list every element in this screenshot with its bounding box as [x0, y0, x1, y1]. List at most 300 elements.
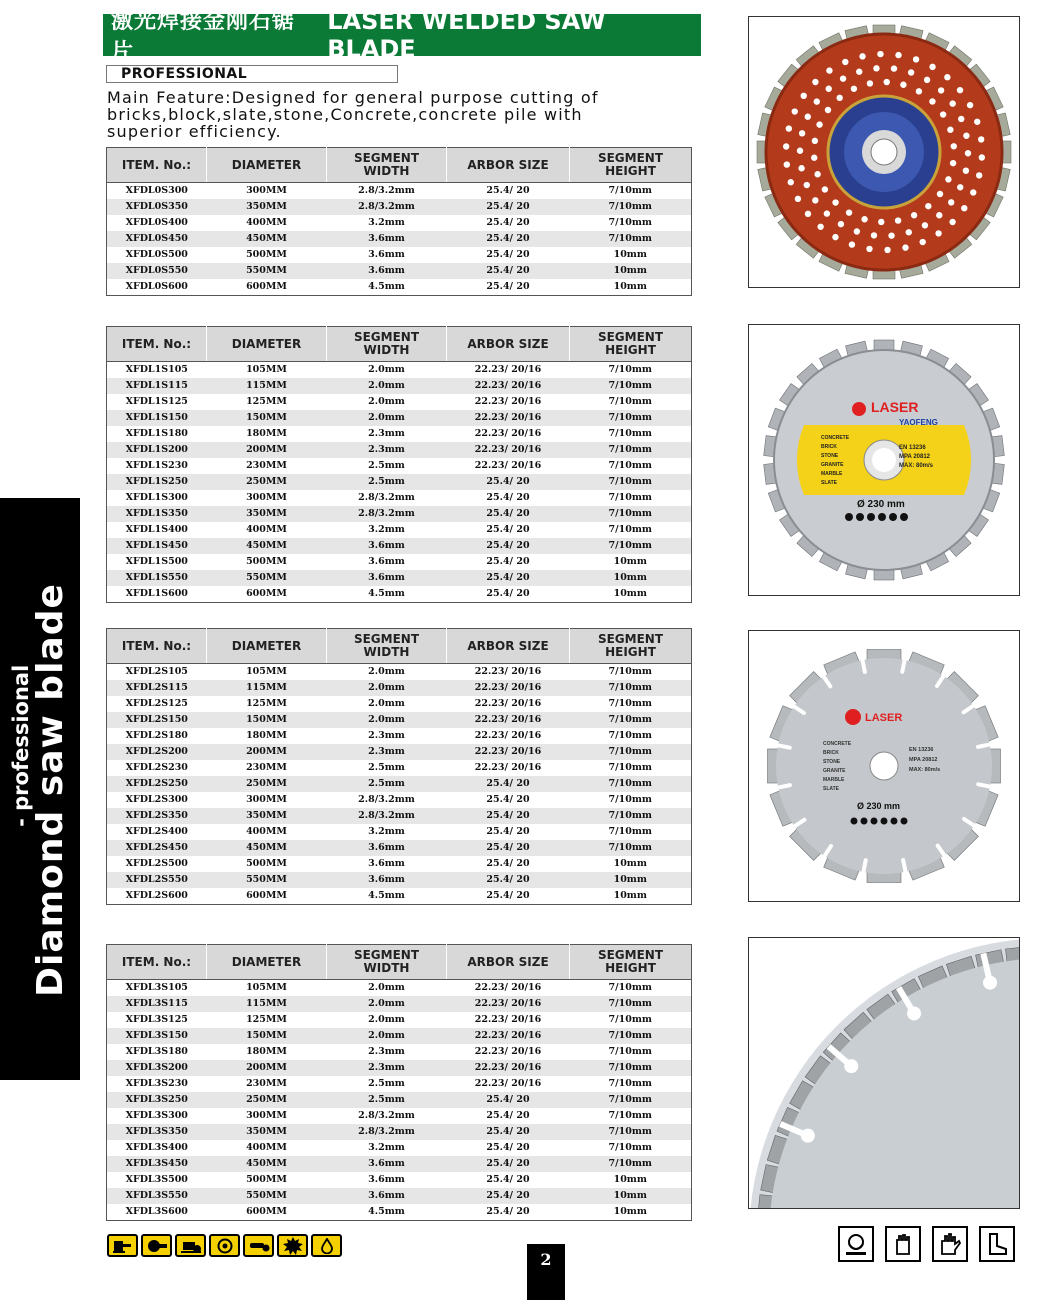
laser-blade-graphic: [749, 325, 1019, 595]
table-cell: XFDL2S450: [107, 840, 207, 856]
table-cell: 200MM: [207, 1060, 327, 1076]
table-cell: XFDL1S500: [125, 556, 188, 567]
table-cell: 25.4/ 20: [447, 231, 570, 247]
table-row: [107, 570, 692, 586]
table-cell: 400MM: [246, 826, 287, 837]
table-cell: 105MM: [246, 982, 287, 993]
table-cell: 125MM: [246, 698, 287, 709]
table-cell: 2.3mm: [327, 1060, 447, 1076]
table-cell: XFDL3S550: [107, 1188, 207, 1204]
speed-text-2: MAX: 80m/s: [909, 767, 941, 773]
table-row: [107, 728, 692, 744]
table-cell: XFDL2S400: [125, 826, 188, 837]
drill-machine-icon: [107, 1234, 138, 1257]
table-cell: XFDL2S250: [107, 776, 207, 792]
table-row: [107, 872, 692, 888]
table-row: [107, 856, 692, 872]
table-row: [107, 664, 692, 681]
column-header: SEGMENT WIDTH: [327, 327, 447, 362]
table-cell: 10mm: [613, 281, 647, 292]
column-header: ARBOR SIZE: [447, 629, 570, 664]
table-cell: 25.4/ 20: [447, 1156, 570, 1172]
table-cell: 25.4/ 20: [447, 474, 570, 490]
table-cell: 25.4/ 20: [447, 1092, 570, 1108]
table-cell: 10mm: [613, 556, 647, 567]
table-cell: 25.4/ 20: [486, 588, 530, 599]
table-cell: 7/10mm: [570, 538, 692, 554]
table-cell: XFDL3S300: [125, 1110, 188, 1121]
table-row: [107, 1204, 692, 1221]
column-header: ITEM. No.:: [107, 327, 207, 362]
table-cell: 3.6mm: [327, 1156, 447, 1172]
table-cell: XFDL1S600: [125, 588, 188, 599]
table-cell: 2.0mm: [368, 1014, 405, 1025]
table-cell: 7/10mm: [570, 231, 692, 247]
table-cell: 22.23/ 20/16: [447, 378, 570, 394]
table-cell: 25.4/ 20: [486, 249, 530, 260]
table-cell: 7/10mm: [570, 1124, 692, 1140]
table-cell: 2.5mm: [368, 460, 405, 471]
column-header: SEGMENT HEIGHT: [570, 945, 692, 980]
table-cell: 22.23/ 20/16: [474, 428, 542, 439]
wear-gloves-icon: [885, 1226, 921, 1262]
table-cell: 25.4/ 20: [486, 281, 530, 292]
table-cell: 105MM: [246, 364, 287, 375]
table-cell: 25.4/ 20: [447, 263, 570, 279]
material-label: STONE: [821, 453, 839, 459]
table-cell: 2.3mm: [327, 442, 447, 458]
table-cell: 2.8/3.2mm: [358, 1110, 415, 1121]
table-cell: XFDL0S450: [107, 231, 207, 247]
table-cell: 7/10mm: [608, 1014, 652, 1025]
table-cell: 7/10mm: [570, 1156, 692, 1172]
table-row: [107, 506, 692, 522]
table-cell: 10mm: [613, 1206, 647, 1217]
table-cell: 300MM: [246, 492, 287, 503]
table-cell: 2.0mm: [327, 1028, 447, 1044]
table-cell: 2.8/3.2mm: [358, 492, 415, 503]
table-cell: XFDL3S125: [125, 1014, 188, 1025]
table-cell: 150MM: [207, 712, 327, 728]
table-cell: 25.4/ 20: [447, 1188, 570, 1204]
table-cell: 25.4/ 20: [486, 858, 530, 869]
spec-table-1: [106, 147, 692, 296]
table-cell: 2.0mm: [327, 712, 447, 728]
table-row: [107, 490, 692, 506]
table-cell: 125MM: [246, 396, 287, 407]
table-cell: 200MM: [207, 744, 327, 760]
table-cell: XFDL2S230: [125, 762, 188, 773]
table-header-row: [107, 327, 692, 362]
table-cell: 2.3mm: [368, 428, 405, 439]
table-cell: XFDL2S200: [107, 744, 207, 760]
table-cell: 25.4/ 20: [447, 872, 570, 888]
table-cell: 25.4/ 20: [486, 492, 530, 503]
table-cell: 7/10mm: [570, 442, 692, 458]
table-cell: 7/10mm: [608, 1110, 652, 1121]
table-cell: 25.4/ 20: [486, 1142, 530, 1153]
table-cell: 7/10mm: [608, 185, 652, 196]
table-cell: 22.23/ 20/16: [474, 982, 542, 993]
table-row: [107, 394, 692, 410]
table-cell: 25.4/ 20: [486, 524, 530, 535]
table-cell: 7/10mm: [570, 410, 692, 426]
table-cell: 2.0mm: [327, 410, 447, 426]
table-cell: 22.23/ 20/16: [474, 666, 542, 677]
table-cell: 25.4/ 20: [486, 217, 530, 228]
table-row: [107, 586, 692, 603]
table-cell: 4.5mm: [368, 1206, 405, 1217]
column-header: ITEM. No.:: [107, 945, 207, 980]
table-cell: XFDL1S180: [125, 428, 188, 439]
table-row: [107, 1188, 692, 1204]
table-cell: XFDL2S105: [125, 666, 188, 677]
table-cell: 2.3mm: [368, 1046, 405, 1057]
wear-boots-icon: [979, 1226, 1015, 1262]
title-chinese: 激光焊接金刚石锯片: [111, 9, 296, 65]
table-row: [107, 215, 692, 231]
table-cell: 450MM: [207, 538, 327, 554]
table-cell: XFDL1S150: [107, 410, 207, 426]
table-cell: 2.0mm: [368, 396, 405, 407]
table-cell: 550MM: [207, 872, 327, 888]
table-cell: 7/10mm: [570, 1028, 692, 1044]
table-cell: XFDL3S600: [125, 1206, 188, 1217]
table-cell: 250MM: [207, 474, 327, 490]
table-cell: XFDL2S180: [125, 730, 188, 741]
table-cell: XFDL3S350: [107, 1124, 207, 1140]
table-cell: 3.6mm: [327, 263, 447, 279]
table-row: [107, 199, 692, 215]
table-row: [107, 1012, 692, 1028]
column-header: SEGMENT WIDTH: [327, 148, 447, 183]
table-cell: 7/10mm: [608, 666, 652, 677]
table-row: [107, 426, 692, 442]
laser-logo-text: LASER: [871, 399, 919, 415]
table-cell: 3.6mm: [368, 1174, 405, 1185]
table-cell: 400MM: [246, 217, 287, 228]
table-cell: 2.0mm: [368, 666, 405, 677]
material-label: GRANITE: [823, 768, 846, 774]
table-cell: XFDL3S115: [107, 996, 207, 1012]
table-cell: 3.2mm: [368, 524, 405, 535]
table-cell: 25.4/ 20: [447, 808, 570, 824]
table-cell: 10mm: [570, 570, 692, 586]
table-cell: 10mm: [570, 263, 692, 279]
table-cell: 25.4/ 20: [447, 538, 570, 554]
table-cell: 450MM: [207, 231, 327, 247]
column-header: SEGMENT WIDTH: [327, 945, 447, 980]
angle-grinder-icon: [209, 1234, 240, 1257]
table-row: [107, 1156, 692, 1172]
column-header: ARBOR SIZE: [447, 148, 570, 183]
table-cell: 400MM: [246, 1142, 287, 1153]
table-row: [107, 744, 692, 760]
table-row: [107, 996, 692, 1012]
column-header: DIAMETER: [207, 945, 327, 980]
table-cell: 7/10mm: [570, 474, 692, 490]
table-row: [107, 792, 692, 808]
table-cell: 450MM: [207, 840, 327, 856]
table-cell: 300MM: [246, 185, 287, 196]
column-header: ITEM. No.:: [107, 148, 207, 183]
floor-saw-icon: [175, 1234, 206, 1257]
table-cell: 3.6mm: [327, 1188, 447, 1204]
table-cell: 3.6mm: [368, 249, 405, 260]
material-label: SLATE: [821, 480, 838, 486]
table-cell: 180MM: [246, 428, 287, 439]
blade-size-text-2: Ø 230 mm: [857, 801, 901, 811]
table-row: [107, 776, 692, 792]
brand-text: YAOFENG: [899, 418, 938, 427]
table-cell: 230MM: [246, 1078, 287, 1089]
table-cell: 3.2mm: [368, 1142, 405, 1153]
column-header: ARBOR SIZE: [447, 327, 570, 362]
table-cell: XFDL2S300: [125, 794, 188, 805]
blade-size-text: Ø 230 mm: [857, 499, 905, 510]
table-cell: 180MM: [246, 730, 287, 741]
table-cell: 115MM: [207, 996, 327, 1012]
table-cell: 2.3mm: [368, 730, 405, 741]
table-cell: 22.23/ 20/16: [474, 396, 542, 407]
table-cell: 25.4/ 20: [486, 185, 530, 196]
table-cell: 2.0mm: [327, 996, 447, 1012]
table-cell: 3.6mm: [327, 231, 447, 247]
table-cell: 4.5mm: [368, 588, 405, 599]
table-cell: XFDL3S400: [125, 1142, 188, 1153]
table-cell: 22.23/ 20/16: [447, 410, 570, 426]
table-row: [107, 474, 692, 490]
table-cell: 230MM: [246, 460, 287, 471]
table-cell: XFDL1S200: [107, 442, 207, 458]
table-cell: 350MM: [207, 808, 327, 824]
table-header-row: [107, 629, 692, 664]
table-cell: XFDL3S450: [107, 1156, 207, 1172]
table-row: [107, 1044, 692, 1060]
standard-text: EN 13236: [899, 445, 926, 451]
table-cell: 2.0mm: [327, 378, 447, 394]
table-cell: 7/10mm: [608, 730, 652, 741]
table-cell: 4.5mm: [368, 281, 405, 292]
table-cell: 25.4/ 20: [447, 199, 570, 215]
table-cell: 3.6mm: [327, 570, 447, 586]
material-label: CONCRETE: [821, 435, 850, 441]
table-cell: 2.8/3.2mm: [358, 794, 415, 805]
table-cell: 600MM: [246, 588, 287, 599]
table-header-row: [107, 945, 692, 980]
table-cell: 125MM: [246, 1014, 287, 1025]
table-cell: 25.4/ 20: [447, 840, 570, 856]
red-blade-graphic: [749, 17, 1019, 287]
table-cell: 25.4/ 20: [486, 1174, 530, 1185]
table-cell: 25.4/ 20: [486, 1110, 530, 1121]
table-cell: 600MM: [246, 281, 287, 292]
table-cell: 10mm: [613, 1174, 647, 1185]
table-cell: 25.4/ 20: [447, 506, 570, 522]
column-header: SEGMENT HEIGHT: [570, 148, 692, 183]
page-number: 2: [527, 1244, 565, 1300]
table-cell: 22.23/ 20/16: [447, 1060, 570, 1076]
table-row: [107, 279, 692, 296]
table-row: [107, 1108, 692, 1124]
material-label: STONE: [823, 759, 841, 765]
table-row: [107, 888, 692, 905]
table-cell: 22.23/ 20/16: [474, 1046, 542, 1057]
table-cell: XFDL1S250: [107, 474, 207, 490]
closeup-blade-graphic: [749, 938, 1019, 1208]
table-cell: 2.0mm: [368, 982, 405, 993]
table-cell: XFDL0S500: [125, 249, 188, 260]
table-cell: XFDL2S550: [107, 872, 207, 888]
table-cell: 600MM: [246, 1206, 287, 1217]
table-row: [107, 231, 692, 247]
table-cell: 400MM: [246, 524, 287, 535]
table-cell: XFDL1S400: [125, 524, 188, 535]
table-row: [107, 554, 692, 570]
table-cell: XFDL3S105: [125, 982, 188, 993]
table-row: [107, 1172, 692, 1188]
table-cell: 22.23/ 20/16: [474, 698, 542, 709]
table-cell: 10mm: [570, 1188, 692, 1204]
table-cell: 2.5mm: [327, 474, 447, 490]
material-label: BRICK: [821, 444, 837, 450]
table-cell: 550MM: [207, 263, 327, 279]
table-cell: 22.23/ 20/16: [447, 996, 570, 1012]
table-cell: 150MM: [207, 1028, 327, 1044]
mpa-text-2: MPA 20812: [909, 757, 938, 763]
table-cell: 7/10mm: [570, 776, 692, 792]
material-label: CONCRETE: [823, 741, 852, 747]
table-cell: 7/10mm: [570, 1092, 692, 1108]
column-header: DIAMETER: [207, 629, 327, 664]
table-cell: XFDL3S500: [125, 1174, 188, 1185]
table-cell: 7/10mm: [608, 217, 652, 228]
table-cell: 230MM: [246, 762, 287, 773]
table-cell: 25.4/ 20: [447, 570, 570, 586]
table-cell: XFDL0S600: [125, 281, 188, 292]
water-drop-icon: [311, 1234, 342, 1257]
table-cell: 22.23/ 20/16: [474, 364, 542, 375]
table-cell: XFDL3S150: [107, 1028, 207, 1044]
hand-saw-icon: [243, 1234, 274, 1257]
table-row: [107, 824, 692, 840]
table-cell: 2.3mm: [327, 744, 447, 760]
wear-mask-icon: [838, 1226, 874, 1262]
table-cell: 300MM: [246, 1110, 287, 1121]
category-label: PROFESSIONAL: [106, 65, 398, 83]
table-row: [107, 1092, 692, 1108]
table-row: [107, 980, 692, 997]
table-row: [107, 538, 692, 554]
table-cell: 7/10mm: [570, 712, 692, 728]
table-cell: 10mm: [613, 249, 647, 260]
table-cell: XFDL1S450: [107, 538, 207, 554]
table-cell: 2.8/3.2mm: [327, 808, 447, 824]
safety-icons: [838, 1226, 1015, 1262]
table-cell: 3.6mm: [327, 538, 447, 554]
material-label: MARBLE: [821, 471, 843, 477]
column-header: SEGMENT WIDTH: [327, 629, 447, 664]
table-cell: 7/10mm: [608, 794, 652, 805]
speed-text: MAX: 80m/s: [899, 463, 934, 469]
table-cell: XFDL2S500: [125, 858, 188, 869]
table-row: [107, 522, 692, 538]
table-cell: 25.4/ 20: [447, 776, 570, 792]
table-cell: 22.23/ 20/16: [447, 680, 570, 696]
table-cell: 3.6mm: [327, 840, 447, 856]
wall-saw-icon: [141, 1234, 172, 1257]
side-tab-title: Diamond saw blade: [30, 583, 71, 997]
table-cell: 150MM: [207, 410, 327, 426]
column-header: ARBOR SIZE: [447, 945, 570, 980]
table-cell: XFDL3S200: [107, 1060, 207, 1076]
table-cell: 7/10mm: [608, 396, 652, 407]
page-title-bar: [103, 7, 701, 65]
table-cell: 350MM: [207, 1124, 327, 1140]
table-row: [107, 362, 692, 379]
table-cell: 7/10mm: [608, 698, 652, 709]
material-label: BRICK: [823, 750, 839, 756]
table-cell: 10mm: [570, 872, 692, 888]
table-cell: 7/10mm: [608, 762, 652, 773]
table-cell: XFDL1S550: [107, 570, 207, 586]
table-cell: 25.4/ 20: [486, 1206, 530, 1217]
table-cell: 22.23/ 20/16: [474, 1014, 542, 1025]
column-header: DIAMETER: [207, 148, 327, 183]
table-row: [107, 1140, 692, 1156]
side-tab-subtitle: - professional: [9, 664, 33, 827]
table-cell: XFDL0S350: [107, 199, 207, 215]
main-feature-text: Main Feature:Designed for general purpose cutting of bricks,block,slate,stone,Concrete,concrete pile with superior efficiency.: [107, 88, 599, 141]
table-cell: 2.8/3.2mm: [327, 506, 447, 522]
table-cell: 7/10mm: [608, 364, 652, 375]
table-cell: 7/10mm: [608, 1142, 652, 1153]
table-row: [107, 378, 692, 394]
table-cell: XFDL2S350: [107, 808, 207, 824]
table-cell: 22.23/ 20/16: [447, 712, 570, 728]
table-row: [107, 808, 692, 824]
table-row: [107, 410, 692, 426]
table-cell: 10mm: [613, 858, 647, 869]
table-cell: 3.2mm: [368, 826, 405, 837]
table-cell: 180MM: [246, 1046, 287, 1057]
table-cell: 25.4/ 20: [486, 826, 530, 837]
table-cell: 25.4/ 20: [486, 794, 530, 805]
table-cell: XFDL2S600: [125, 890, 188, 901]
table-row: [107, 458, 692, 474]
title-english: LASER WELDED SAW BLADE: [327, 7, 606, 63]
table-row: [107, 760, 692, 776]
table-cell: 7/10mm: [570, 808, 692, 824]
table-row: [107, 247, 692, 263]
table-cell: 115MM: [207, 378, 327, 394]
table-row: [107, 442, 692, 458]
table-cell: 22.23/ 20/16: [474, 762, 542, 773]
side-tab-text: [10, 583, 70, 997]
table-cell: XFDL0S550: [107, 263, 207, 279]
table-cell: 300MM: [246, 794, 287, 805]
table-cell: XFDL2S150: [107, 712, 207, 728]
column-header: SEGMENT HEIGHT: [570, 327, 692, 362]
table-cell: 7/10mm: [570, 199, 692, 215]
product-image-laser-blade-yellow: [748, 324, 1020, 596]
table-cell: 550MM: [207, 1188, 327, 1204]
table-cell: 22.23/ 20/16: [447, 744, 570, 760]
table-header-row: [107, 148, 692, 183]
table-cell: 3.6mm: [368, 858, 405, 869]
table-cell: 25.4/ 20: [486, 556, 530, 567]
table-cell: 3.2mm: [368, 217, 405, 228]
